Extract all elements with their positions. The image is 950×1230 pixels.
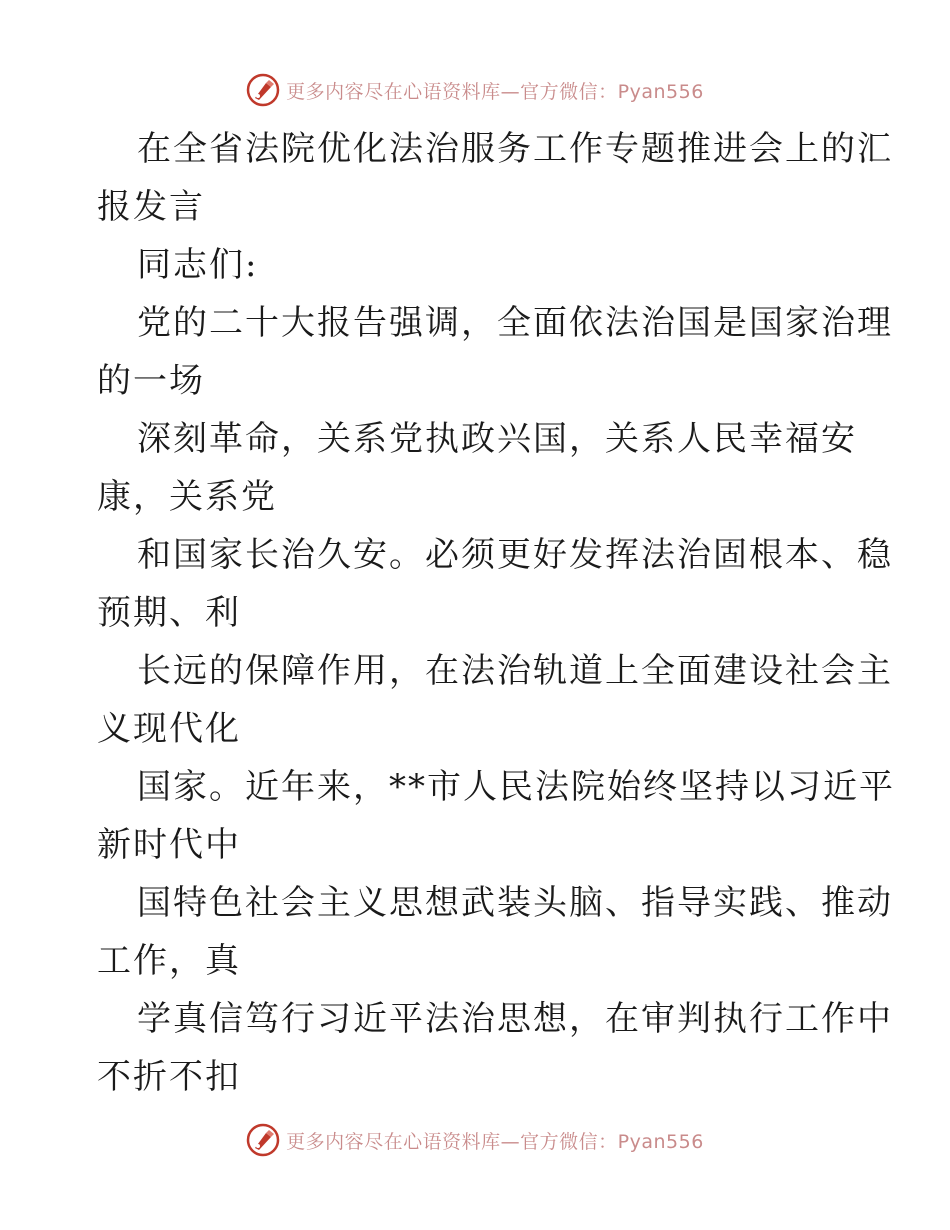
paragraph-line: 工作，真	[97, 941, 241, 981]
pen-nib-logo-icon	[246, 1123, 280, 1157]
paragraph-line: 国特色社会主义思想武装头脑、指导实践、推动	[137, 883, 893, 923]
watermark-text: 更多内容尽在心语资料库—官方微信：Pyan556	[286, 80, 704, 103]
watermark-text: 更多内容尽在心语资料库—官方微信：Pyan556	[286, 1130, 704, 1153]
paragraph-line: 的一场	[97, 361, 205, 401]
watermark-footer	[0, 1122, 950, 1158]
paragraph-line: 国家。近年来，**市人民法院始终坚持以习近平	[137, 767, 895, 807]
paragraph-line: 新时代中	[97, 825, 241, 865]
paragraph-line: 义现代化	[97, 709, 241, 749]
paragraph-line: 深刻革命，关系党执政兴国，关系人民幸福安	[137, 419, 857, 459]
watermark-header	[0, 72, 950, 108]
salutation: 同志们:	[137, 245, 259, 285]
paragraph-line: 预期、利	[97, 593, 241, 633]
paragraph-line: 康，关系党	[97, 477, 277, 517]
title-line-2: 报发言	[97, 187, 205, 227]
paragraph-line: 长远的保障作用，在法治轨道上全面建设社会主	[137, 651, 893, 691]
document-body	[97, 120, 895, 1106]
title-line-1: 在全省法院优化法治服务工作专题推进会上的汇	[137, 129, 893, 169]
paragraph-line: 不折不扣	[97, 1057, 241, 1097]
paragraph-line: 和国家长治久安。必须更好发挥法治固根本、稳	[137, 535, 893, 575]
pen-nib-logo-icon	[246, 73, 280, 107]
paragraph-line: 学真信笃行习近平法治思想，在审判执行工作中	[137, 999, 893, 1039]
paragraph-line: 党的二十大报告强调，全面依法治国是国家治理	[137, 303, 893, 343]
